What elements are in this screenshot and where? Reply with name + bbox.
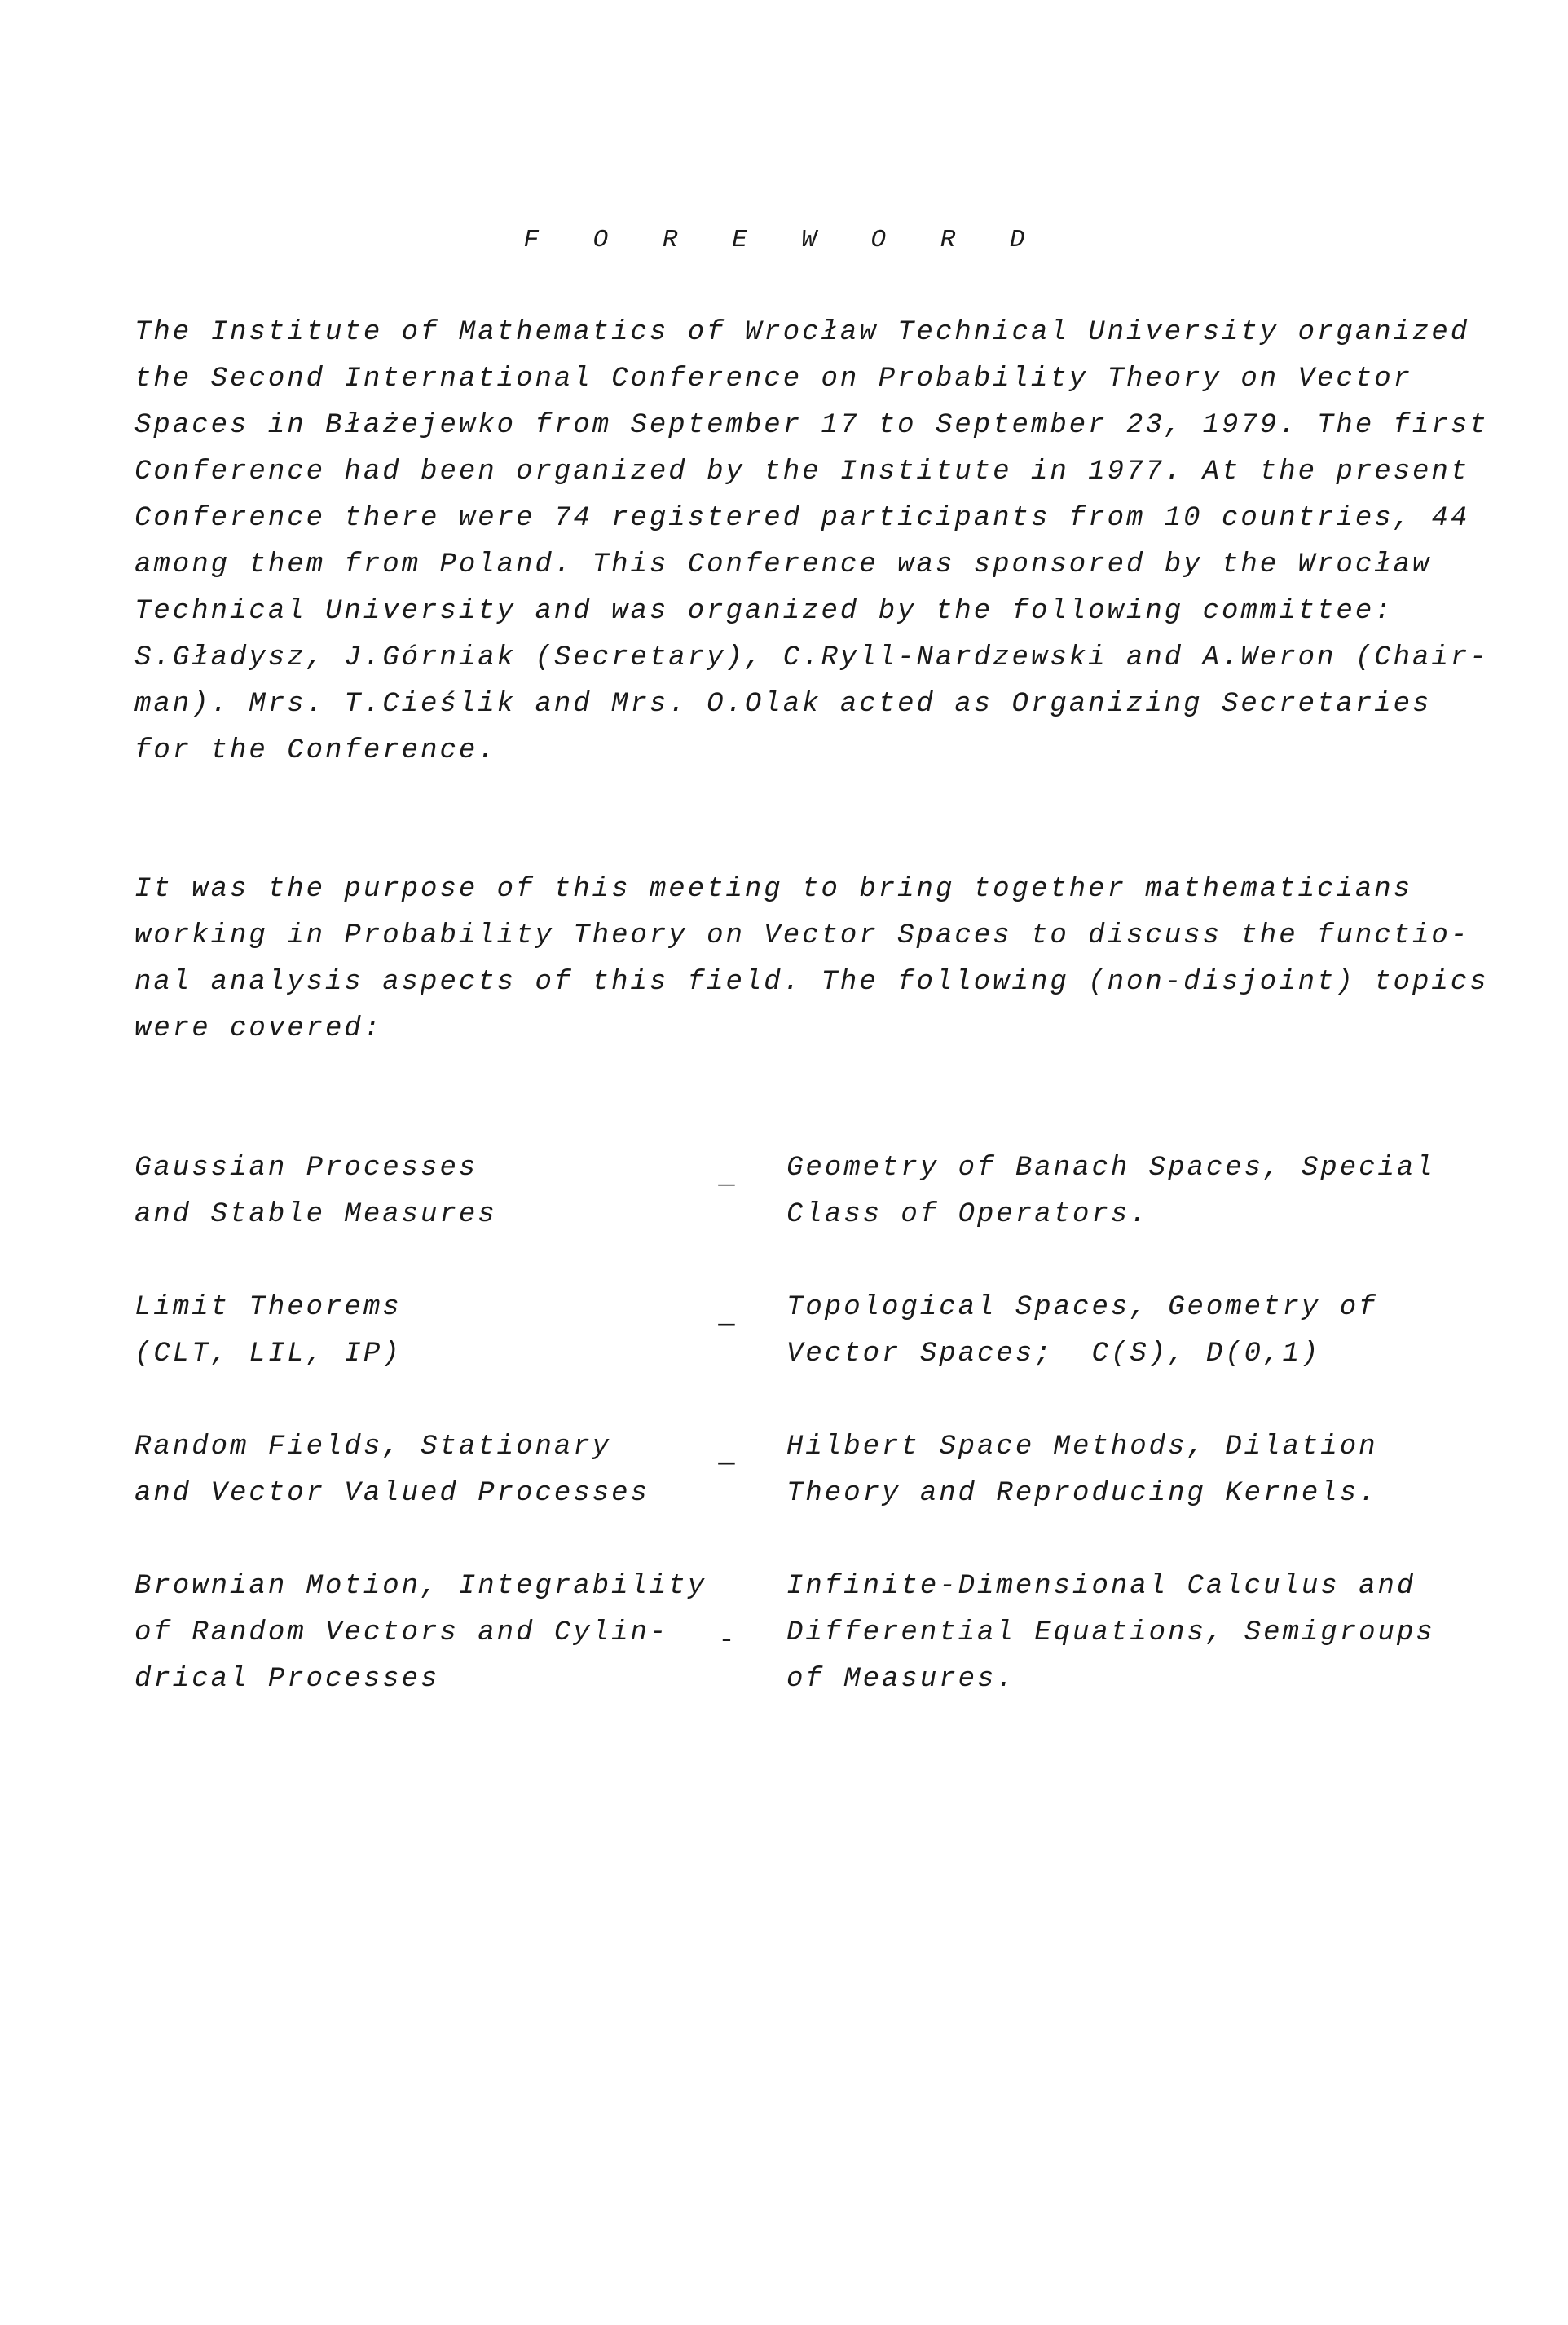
topic-row xyxy=(134,1424,1459,1517)
topic-right-line: Hilbert Space Methods, Dilation xyxy=(786,1432,1378,1462)
topic-dash: _ xyxy=(718,1161,738,1192)
paragraph-line: were covered: xyxy=(134,1013,383,1044)
topic-left-line: Limit Theorems xyxy=(134,1292,402,1323)
topic-dash: - xyxy=(718,1626,738,1657)
topic-row xyxy=(134,1285,1459,1378)
paragraph-line: It was the purpose of this meeting to bring together mathematicians xyxy=(134,874,1413,905)
topic-right-line: Vector Spaces; C(S), D(0,1) xyxy=(786,1339,1321,1370)
topic-right-line: of Measures. xyxy=(786,1664,1015,1695)
topic-left-line: (CLT, LIL, IP) xyxy=(134,1339,402,1370)
topic-right xyxy=(786,1285,1459,1378)
topic-left-line: and Vector Valued Processes xyxy=(134,1478,650,1509)
paragraph-line: S.Gładysz, J.Górniak (Secretary), C.Ryll-Nardzewski and A.Weron (Chair- xyxy=(134,642,1489,673)
topic-right-line: Differential Equations, Semigroups xyxy=(786,1617,1435,1648)
paragraph-line: for the Conference. xyxy=(134,735,497,766)
purpose-paragraph xyxy=(134,867,1489,1052)
topic-dash: _ xyxy=(718,1440,738,1471)
topics-list xyxy=(134,1145,1459,1749)
topic-right xyxy=(786,1145,1459,1238)
paragraph-line: man). Mrs. T.Cieślik and Mrs. O.Olak acted as Organizing Secretaries xyxy=(134,689,1432,720)
topic-left-line: and Stable Measures xyxy=(134,1199,497,1230)
topic-left-line: Brownian Motion, Integrability xyxy=(134,1571,707,1602)
topic-dash: _ xyxy=(718,1300,738,1331)
topic-left-line: drical Processes xyxy=(134,1664,440,1695)
topic-right-line: Theory and Reproducing Kernels. xyxy=(786,1478,1378,1509)
topic-left xyxy=(134,1285,705,1378)
topic-right xyxy=(786,1424,1459,1517)
paragraph-line: The Institute of Mathematics of Wrocław Technical University organized xyxy=(134,317,1470,348)
topic-left xyxy=(134,1564,705,1703)
topic-left xyxy=(134,1145,705,1238)
intro-paragraph xyxy=(134,310,1489,774)
paragraph-line: Spaces in Błażejewko from September 17 to September 23, 1979. The first xyxy=(134,410,1489,441)
topic-right-line: Topological Spaces, Geometry of xyxy=(786,1292,1378,1323)
paragraph-line: Technical University and was organized by the following committee: xyxy=(134,596,1394,627)
paragraph-line: working in Probability Theory on Vector Spaces to discuss the functio- xyxy=(134,920,1470,951)
topic-right-line: Infinite-Dimensional Calculus and xyxy=(786,1571,1416,1602)
paragraph-line: among them from Poland. This Conference was sponsored by the Wrocław xyxy=(134,549,1432,580)
paragraph-line: the Second International Conference on Probability Theory on Vector xyxy=(134,364,1413,395)
page-title: F O R E W O R D xyxy=(523,226,1045,254)
topic-right-line: Geometry of Banach Spaces, Special xyxy=(786,1153,1435,1184)
topic-row xyxy=(134,1145,1459,1238)
topic-left-line: Gaussian Processes xyxy=(134,1153,478,1184)
paragraph-line: nal analysis aspects of this field. The following (non-disjoint) topics xyxy=(134,967,1489,998)
topic-left xyxy=(134,1424,705,1517)
topic-right xyxy=(786,1564,1459,1703)
topic-row xyxy=(134,1564,1459,1703)
topic-left-line: Random Fields, Stationary xyxy=(134,1432,612,1462)
topic-left-line: of Random Vectors and Cylin- xyxy=(134,1617,669,1648)
paragraph-line: Conference had been organized by the Institute in 1977. At the present xyxy=(134,457,1470,488)
topic-right-line: Class of Operators. xyxy=(786,1199,1149,1230)
paragraph-line: Conference there were 74 registered participants from 10 countries, 44 xyxy=(134,503,1470,534)
